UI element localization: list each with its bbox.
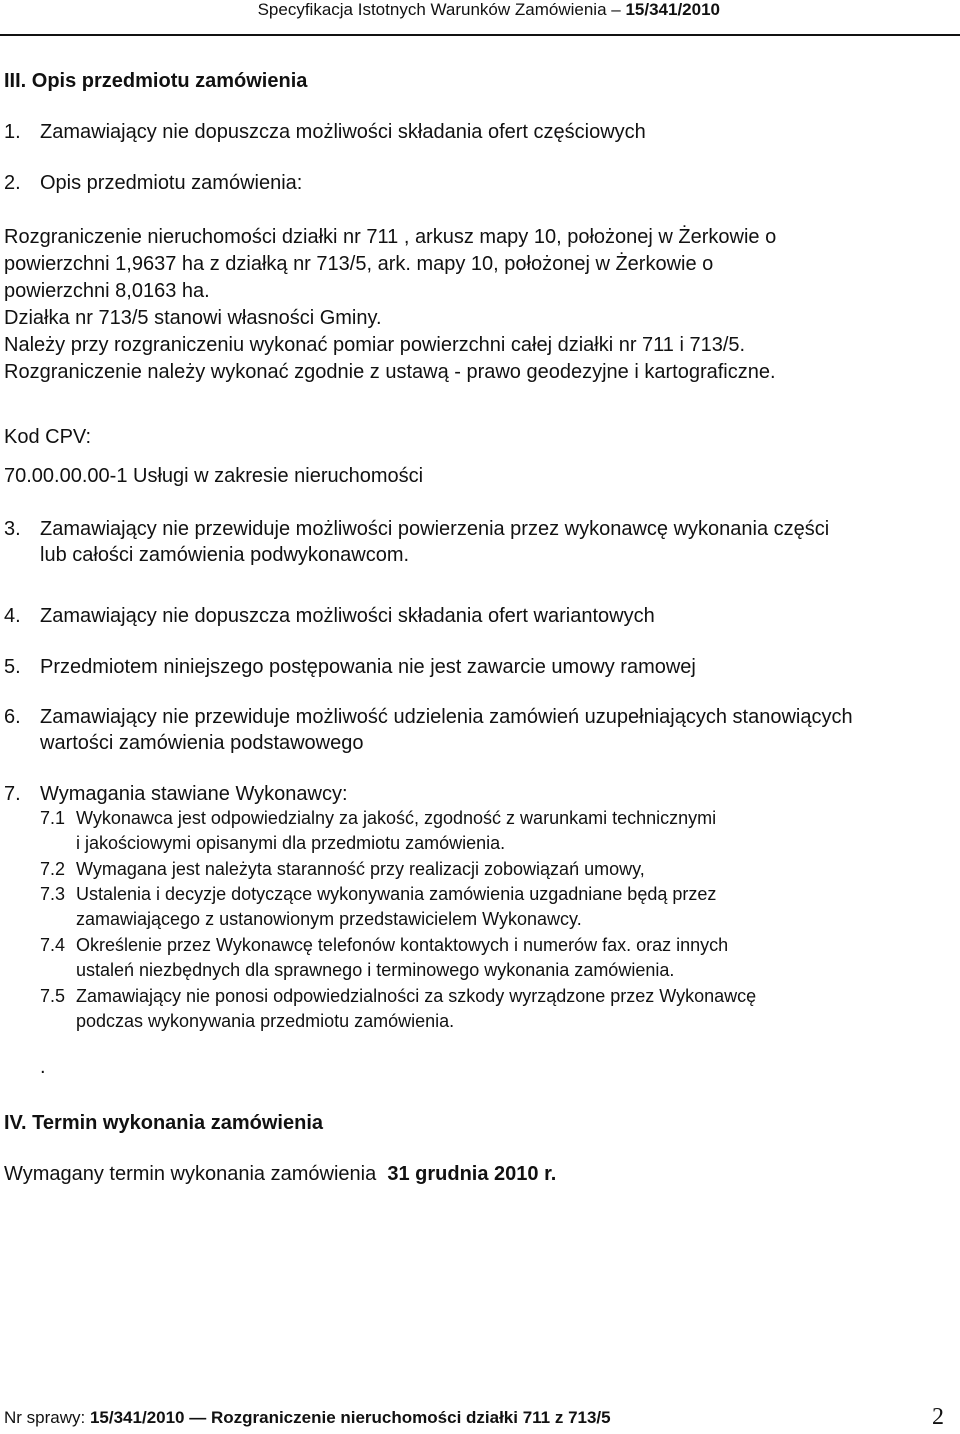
item-5-number: 5. <box>4 656 21 678</box>
subitem-7-5-line-2: podczas wykonywania przedmiotu zamówienia. <box>76 1011 455 1031</box>
item-5-text: Przedmiotem niniejszego postępowania nie jest zawarcie umowy ramowej <box>40 656 696 678</box>
item-3-line-1: Zamawiający nie przewiduje możliwości powierzenia przez wykonawcę wykonania części <box>40 518 830 540</box>
subitem-7-3 <box>40 882 716 907</box>
subitem-number: 7.2 <box>40 859 66 879</box>
item-7-text: Wymagania stawiane Wykonawcy: <box>40 783 348 805</box>
item-6-line-1: Zamawiający nie przewiduje możliwość udzielenia zamówień uzupełniających stanowiących <box>40 706 853 728</box>
subitem-line-1: Wykonawca jest odpowiedzialny za jakość, zgodność z warunkami technicznymi <box>76 808 717 828</box>
subitem-7-5 <box>40 984 756 1009</box>
item-4 <box>4 603 655 629</box>
section-4-heading: IV. Termin wykonania zamówienia <box>4 1112 323 1134</box>
item-2-number: 2. <box>4 172 21 194</box>
page-number: 2 <box>932 1404 944 1430</box>
subitem-number: 7.1 <box>40 808 66 828</box>
item-3-line-2: lub całości zamówienia podwykonawcom. <box>40 544 410 566</box>
description-line-2: powierzchni 1,9637 ha z działką nr 713/5, ark. mapy 10, położonej w Żerkowie o <box>4 253 714 275</box>
description-line-6: Rozgraniczenie należy wykonać zgodnie z ustawą - prawo geodezyjne i kartograficzne. <box>4 361 776 383</box>
footer-case-text: 15/341/2010 — Rozgraniczenie nieruchomości działki 711 z 713/5 <box>89 1408 611 1427</box>
item-7-number: 7. <box>4 783 21 805</box>
subitem-7-4-line-2: ustaleń niezbędnych dla sprawnego i terminowego wykonania zamówienia. <box>76 960 675 980</box>
stray-dot: . <box>40 1056 46 1078</box>
cpv-label: Kod CPV: <box>4 426 92 448</box>
footer-case-label: Nr sprawy: <box>4 1408 86 1427</box>
subitem-7-4 <box>40 933 728 958</box>
page-footer <box>4 1408 611 1428</box>
subitem-7-2 <box>40 857 645 882</box>
header-title: Specyfikacja Istotnych Warunków Zamówienia – <box>257 0 621 19</box>
page-header <box>258 0 720 20</box>
term-label: Wymagany termin wykonania zamówienia <box>4 1163 377 1185</box>
description-line-4: Działka nr 713/5 stanowi własności Gminy. <box>4 307 382 329</box>
item-2-text: Opis przedmiotu zamówienia: <box>40 172 303 194</box>
item-6-number: 6. <box>4 706 21 728</box>
term-value: 31 grudnia 2010 r. <box>387 1163 557 1185</box>
subitem-line-1: Ustalenia i decyzje dotyczące wykonywania zamówienia uzgadniane będą przez <box>76 884 717 904</box>
subitem-7-1 <box>40 806 716 831</box>
subitem-line-1: Określenie przez Wykonawcę telefonów kontaktowych i numerów fax. oraz innych <box>76 935 729 955</box>
cpv-value: 70.00.00.00-1 Usługi w zakresie nieruchomości <box>4 465 424 487</box>
subitem-line-1: Wymagana jest należyta staranność przy realizacji zobowiązań umowy, <box>76 859 645 879</box>
term-line <box>4 1161 556 1187</box>
item-6 <box>4 704 853 730</box>
subitem-7-3-line-2: zamawiającego z ustanowionym przedstawicielem Wykonawcy. <box>76 909 582 929</box>
item-4-text: Zamawiający nie dopuszcza możliwości składania ofert wariantowych <box>40 605 655 627</box>
subitem-line-1: Zamawiający nie ponosi odpowiedzialności za szkody wyrządzone przez Wykonawcę <box>76 986 757 1006</box>
item-3 <box>4 516 829 542</box>
description-line-5: Należy przy rozgraniczeniu wykonać pomiar powierzchni całej działki nr 711 i 713/5. <box>4 334 746 356</box>
item-5 <box>4 654 696 680</box>
header-number: 15/341/2010 <box>625 0 720 19</box>
subitem-number: 7.3 <box>40 884 66 904</box>
subitem-7-1-line-2: i jakościowymi opisanymi dla przedmiotu zamówienia. <box>76 833 506 853</box>
item-4-number: 4. <box>4 605 21 627</box>
description-line-3: powierzchni 8,0163 ha. <box>4 280 210 302</box>
description-line-1: Rozgraniczenie nieruchomości działki nr 711 , arkusz mapy 10, położonej w Żerkowie o <box>4 226 777 248</box>
item-1 <box>4 119 646 145</box>
item-1-number: 1. <box>4 121 21 143</box>
header-rule <box>0 34 960 36</box>
subitem-number: 7.4 <box>40 935 66 955</box>
item-6-line-2: wartości zamówienia podstawowego <box>40 732 364 754</box>
item-3-number: 3. <box>4 518 21 540</box>
item-2 <box>4 170 302 196</box>
item-7 <box>4 781 348 807</box>
subitem-number: 7.5 <box>40 986 66 1006</box>
section-3-heading: III. Opis przedmiotu zamówienia <box>4 70 308 92</box>
item-1-text: Zamawiający nie dopuszcza możliwości składania ofert częściowych <box>40 121 646 143</box>
